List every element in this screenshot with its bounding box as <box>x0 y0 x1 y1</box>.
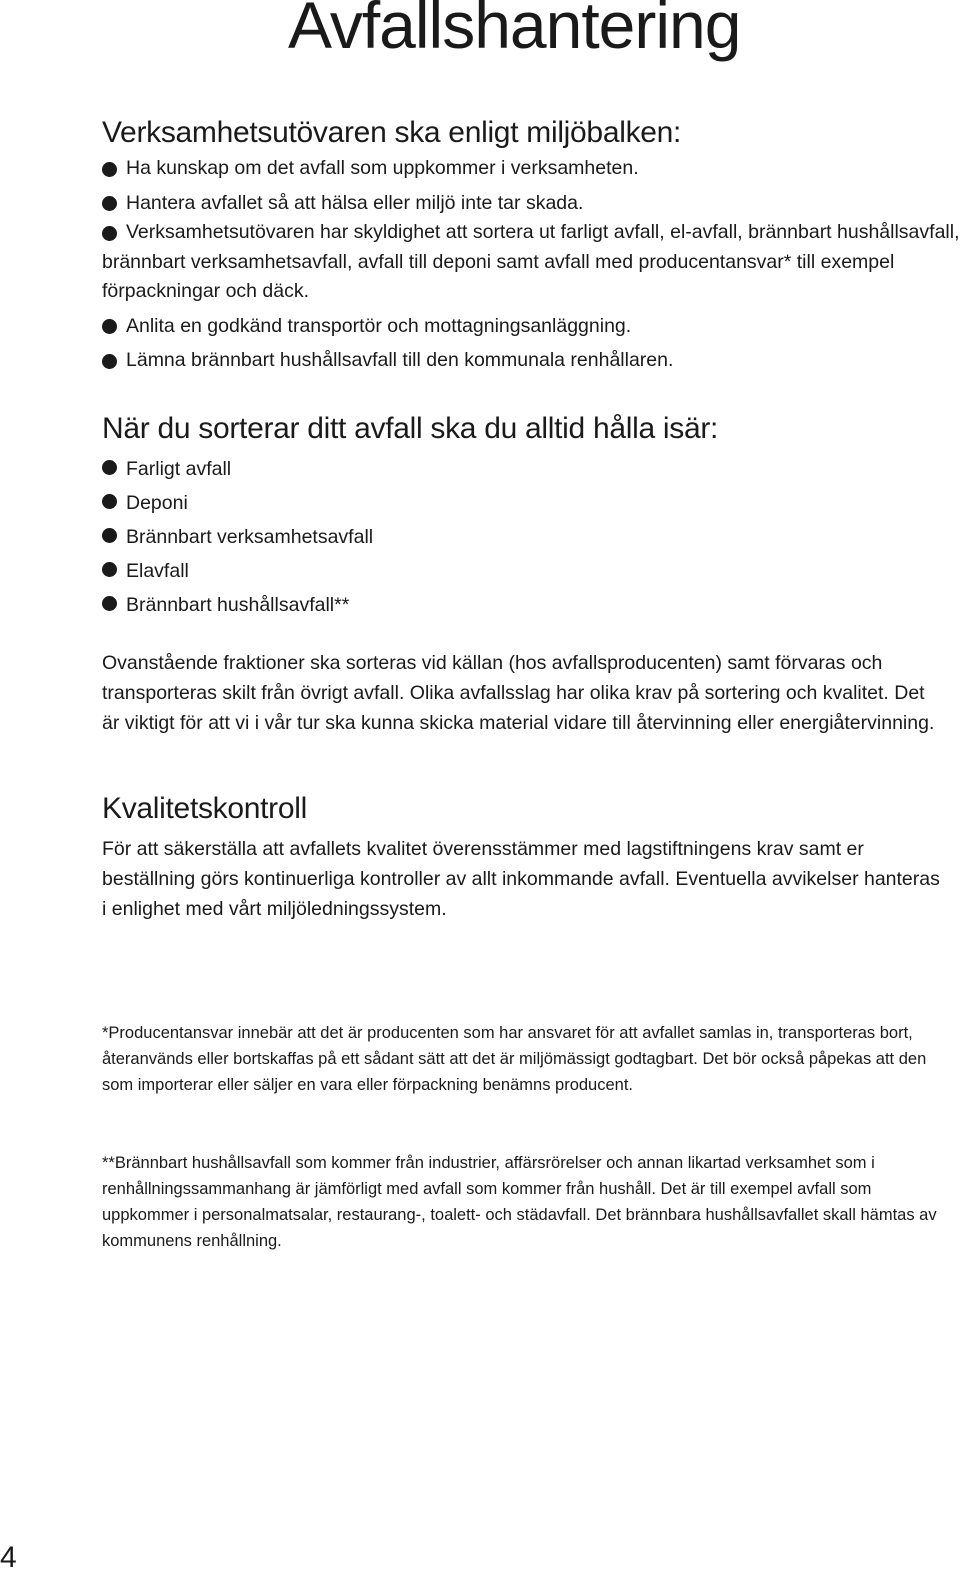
list-item-text: Brännbart verksamhetsavfall <box>126 526 374 548</box>
list-item-text: Deponi <box>126 492 188 514</box>
quality-paragraph: För att säkerställa att avfallets kvalitet överensstämmer med lagstiftningens krav samt er beställning görs kontinuerliga kontroller av allt inkommande avfall. Eventuella avvikelser hanteras i enlighet med vårt miljöledningssystem. <box>102 838 940 920</box>
list-item-text: Hantera avfallet så att hälsa eller miljö inte tar skada. <box>126 191 584 214</box>
quality-section <box>102 788 960 830</box>
page-number: 4 <box>0 1541 17 1574</box>
bullet-dot-icon <box>102 562 117 577</box>
bullet-dot-icon <box>102 354 117 369</box>
obligations-list <box>102 154 960 376</box>
list-item <box>102 189 960 219</box>
sorting-paragraph: Ovanstående fraktioner ska sorteras vid källan (hos avfallsproducenten) samt förvaras och transporteras skilt från övrigt avfall. Olika avfallsslag har olika krav på sortering och kvalitet. Det är viktigt för att vi i vår tur ska kunna skicka material vidare till återvinning eller energiåtervinning. <box>102 652 935 734</box>
bullet-dot-icon <box>102 460 117 475</box>
list-item-text: Brännbart hushållsavfall** <box>126 594 350 616</box>
list-item <box>102 452 960 486</box>
list-item <box>102 520 960 554</box>
bullet-dot-icon <box>102 226 117 241</box>
page-title: Avfallshantering <box>288 0 741 62</box>
list-item <box>102 312 960 342</box>
list-item <box>102 486 960 520</box>
obligations-section <box>102 112 960 381</box>
bullet-dot-icon <box>102 596 117 611</box>
list-item <box>102 218 960 307</box>
sorting-list <box>102 452 960 622</box>
list-item-text: Farligt avfall <box>126 458 232 480</box>
list-item-text: Lämna brännbart hushållsavfall till den kommunala renhållaren. <box>126 349 674 371</box>
bullet-dot-icon <box>102 528 117 543</box>
list-item <box>102 554 960 588</box>
list-item <box>102 346 960 376</box>
bullet-dot-icon <box>102 494 117 509</box>
bullet-dot-icon <box>102 319 117 334</box>
obligations-heading: Verksamhetsutövaren ska enligt miljöbalken: <box>102 116 682 149</box>
list-item-text: Elavfall <box>126 560 189 582</box>
footnote-producer-responsibility: *Producentansvar innebär att det är producenten som har ansvaret för att avfallet samlas in, transporteras bort, återanvänds eller bortskaffas på ett sådant sätt att det är miljömässigt godtagbart. Det bör också påpekas att den som importerar eller säljer en vara eller förpackning benämns producent. <box>102 1024 927 1094</box>
sorting-heading: När du sorterar ditt avfall ska du alltid hålla isär: <box>102 412 719 445</box>
bullet-dot-icon <box>102 196 117 211</box>
list-item-text: Verksamhetsutövaren har skyldighet att sortera ut farligt avfall, el-avfall, brännbart hushållsavfall, brännbart verksamhetsavfall, avfall till deponi samt avfall med producentansvar* till exempel förpackningar och däck. <box>102 221 960 302</box>
sorting-section <box>102 408 960 622</box>
list-item-text: Ha kunskap om det avfall som uppkommer i verksamheten. <box>126 157 639 179</box>
list-item-text: Anlita en godkänd transportör och mottagningsanläggning. <box>126 314 632 337</box>
list-item <box>102 154 960 184</box>
list-item <box>102 588 960 622</box>
quality-heading: Kvalitetskontroll <box>102 792 307 825</box>
footnote-household-waste: **Brännbart hushållsavfall som kommer från industrier, affärsrörelser och annan likartad verksamhet som i renhållningssammanhang är jämförligt med avfall som kommer från hushåll. Det är till exempel avfall som uppkommer i personalmatsalar, restaurang-, toalett- och städavfall. Det brännbara hushållsavfallet skall hämtas av kommunens renhållning. <box>102 1154 937 1250</box>
bullet-dot-icon <box>102 162 117 177</box>
